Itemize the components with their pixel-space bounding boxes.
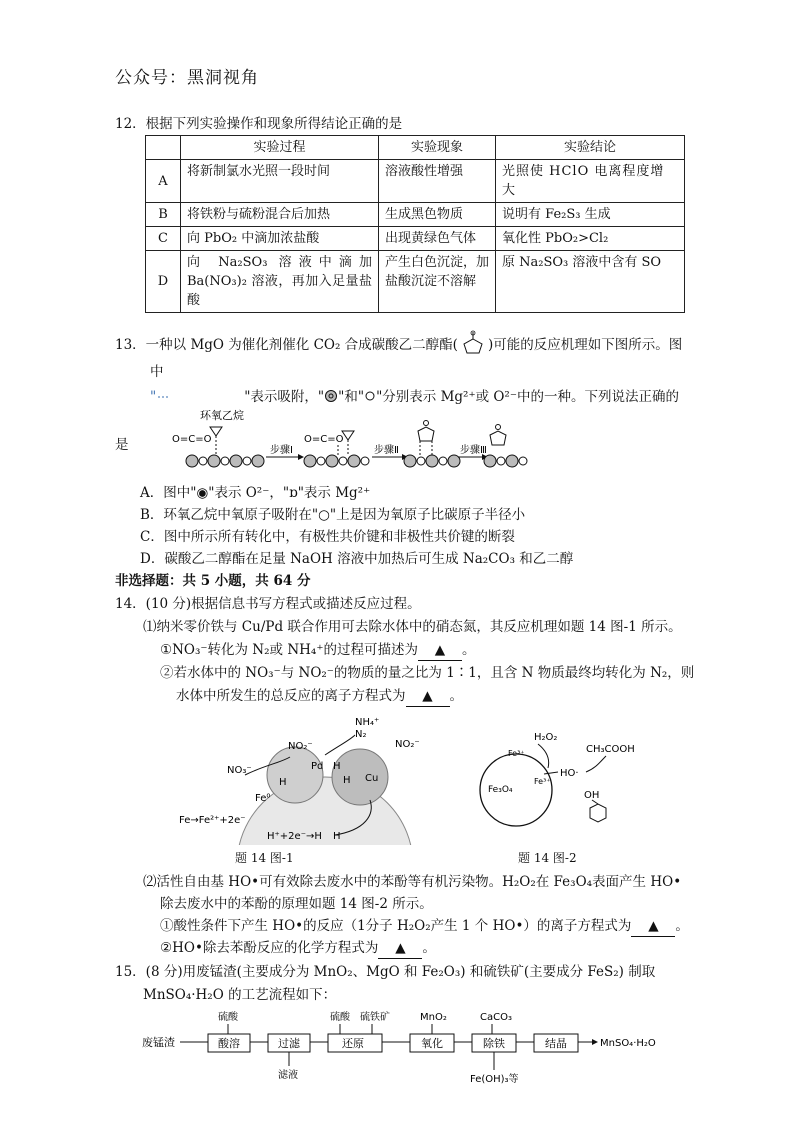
pd-particle [267, 747, 323, 803]
flow-reagent-acid2: 硫酸 [330, 1012, 350, 1023]
cu-particle [332, 749, 388, 805]
row-process: 将铁粉与硫粉混合后加热 [181, 203, 379, 227]
benzene-ring-icon [590, 804, 606, 822]
q13-line3 [150, 387, 679, 407]
table-row [146, 227, 685, 251]
q14-text: 。 [461, 642, 476, 658]
flow-step: 结晶 [545, 1037, 567, 1050]
q14-stem: 14．(10 分)根据信息书写方程式或描述反应过程。 [115, 596, 421, 612]
row-label: C [146, 227, 181, 251]
mgo-surface-3 [404, 455, 460, 467]
answer-blank: ▲ [406, 686, 450, 707]
flow-reagent-acid: 硫酸 [218, 1012, 238, 1023]
mgo-surface-4 [484, 455, 527, 467]
fig14-1-caption: 题 14 图-1 [235, 851, 294, 865]
step3-label: 步骤Ⅲ [460, 445, 487, 456]
fig14-1-diagram [175, 705, 435, 845]
adsorption-mark-icon [156, 391, 174, 401]
fig1-pd: Pd [311, 761, 324, 772]
q13-option-c: C．图中所示所有转化中，有极性共价键和非极性共价键的断裂 [140, 529, 515, 545]
epoxide-icon [210, 427, 222, 436]
mgo-surface-2 [304, 455, 369, 467]
q15-stem2: MnSO₄·H₂O 的工艺流程如下： [143, 987, 337, 1003]
fig1-cu: Cu [365, 773, 379, 784]
flow-input: 废锰渣 [142, 1036, 175, 1049]
q13-text: "分别表示 Mg²⁺或 O²⁻中的一种。下列说法正确的 [376, 389, 679, 405]
answer-blank: ▲ [418, 640, 462, 661]
flow-reagent-oxidize: MnO₂ [420, 1012, 447, 1023]
q14-text: 。 [422, 940, 436, 956]
table-header: 实验结论 [496, 136, 685, 160]
q14-p1b: ②若水体中的 NO₃⁻与 NO₂⁻的物质的量之比为 1∶1，且含 N 物质最终均转化为 N₂，则 [160, 665, 695, 681]
co2-label-1: O=C=O [172, 434, 212, 445]
answer-blank: ▲ [631, 916, 675, 937]
q13-option-d: D．碳酸乙二醇酯在足量 NaOH 溶液中加热后可生成 Na₂CO₃ 和乙二醇 [140, 551, 574, 567]
q14-text: 。 [449, 688, 463, 704]
row-phenomenon: 出现黄绿色气体 [379, 227, 496, 251]
answer-blank: ▲ [378, 938, 422, 959]
row-process: 向 PbO₂ 中滴加浓盐酸 [181, 227, 379, 251]
table-header: 实验现象 [379, 136, 496, 160]
table-header [146, 136, 181, 160]
table-header-row [146, 136, 685, 160]
q14-p1: ⑴纳米零价铁与 Cu/Pd 联合作用可去除水体中的硝态氮，其反应机理如题 14 图-1 所示。 [143, 619, 682, 635]
fig2-fe3-right: Fe³⁺ [534, 777, 551, 786]
step1-label: 步骤Ⅰ [270, 445, 293, 456]
fig1-fe-eq: Fe→Fe²⁺+2e⁻ [179, 815, 246, 826]
flow-reagent-ore: 硫铁矿 [360, 1012, 390, 1023]
q14-p2c [160, 916, 689, 937]
fig1-h1: H [333, 761, 341, 772]
q13-line2: 中 [150, 364, 164, 380]
q15-stem: 15．(8 分)用废锰渣(主要成分为 MnO₂、MgO 和 Fe₂O₃) 和硫铁矿(主要成分 FeS₂) 制取 [115, 964, 656, 980]
fig2-fe3o4: Fe₃O₄ [488, 785, 513, 795]
fig1-no2-top: NO₂⁻ [288, 741, 313, 752]
table-row [146, 203, 685, 227]
fig1-h4: H [333, 831, 341, 842]
flow-step: 还原 [342, 1037, 364, 1050]
q14-p1a [160, 640, 475, 661]
fig2-fe3-top: Fe³⁺ [508, 749, 525, 758]
q14-text: ①酸性条件下产生 HO•的反应（1分子 H₂O₂产生 1 个 HO•）的离子方程式为 [160, 918, 632, 934]
q14-p2d [160, 938, 436, 959]
q13-option-b: B．环氧乙烷中氧原子吸附在"○"上是因为氧原子比碳原子半径小 [140, 507, 526, 523]
q12-table [145, 135, 685, 313]
watermark: 公众号：黑洞视角 [115, 68, 259, 88]
flow-step: 氧化 [421, 1037, 443, 1050]
fig2-oh: OH [584, 790, 600, 801]
row-process: 向 Na₂SO₃ 溶液中滴加 Ba(NO₃)₂ 溶液，再加入足量盐酸 [181, 251, 379, 313]
fig1-h-eq: H⁺+2e⁻→H [267, 831, 322, 842]
q13-text: 13．一种以 MgO 为催化剂催化 CO₂ 合成碳酸乙二醇酯( [115, 337, 458, 353]
q12-stem: 12．根据下列实验操作和现象所得结论正确的是 [115, 116, 403, 132]
fig14-2-caption: 题 14 图-2 [518, 851, 577, 865]
fig1-no3: NO₃⁻ [227, 765, 252, 776]
row-conclusion: 说明有 Fe₂S₃ 生成 [496, 203, 685, 227]
q13-text: "和" [338, 389, 365, 405]
epoxide-label: 环氧乙烷 [200, 409, 244, 422]
fig2-h2o2: H₂O₂ [534, 732, 558, 743]
filled-circle-icon [324, 389, 338, 403]
fig1-nh4: NH₄⁺ [355, 717, 380, 728]
table-header: 实验过程 [181, 136, 379, 160]
q14-p2b: 除去废水中的苯酚的原理如题 14 图-2 所示。 [160, 896, 433, 912]
table-row [146, 160, 685, 203]
q14-p2: ⑵活性自由基 HO•可有效除去废水中的苯酚等有机污染物。H₂O₂在 Fe₃O₄表面产生 HO• [143, 874, 682, 890]
fig14-2-diagram [478, 728, 688, 840]
flow-waste-iron: Fe(OH)₃等 [470, 1074, 519, 1085]
q13-line1 [115, 330, 682, 356]
table-row [146, 251, 685, 313]
q14-text: 。 [675, 918, 689, 934]
co2-label-2: O=C=O [304, 434, 344, 445]
q13-option-a: A．图中"◉"表示 O²⁻，"ɒ"表示 Mg²⁺ [140, 485, 371, 501]
row-phenomenon: 生成黑色物质 [379, 203, 496, 227]
q15-flowchart [140, 1010, 680, 1088]
flow-step: 过滤 [278, 1037, 300, 1050]
q13-mechanism-diagram [170, 405, 530, 473]
mgo-surface-1 [186, 455, 264, 467]
q13-text: "表示吸附，" [244, 389, 325, 405]
fig2-ho: HO· [560, 768, 579, 779]
flow-waste-filter: 滤液 [278, 1070, 298, 1081]
q14-p1c [176, 686, 463, 707]
flow-output: MnSO₄·H₂O [600, 1038, 656, 1049]
fig1-h2: H [279, 777, 287, 788]
flow-reagent-iron: CaCO₃ [480, 1012, 512, 1023]
fig1-no2-right: NO₂⁻ [395, 739, 420, 750]
q13-text: " [150, 389, 157, 405]
row-phenomenon: 产生白色沉淀，加盐酸沉淀不溶解 [379, 251, 496, 313]
row-conclusion: 光照使 HClO 电离程度增大 [496, 160, 685, 203]
row-conclusion: 氧化性 PbO₂>Cl₂ [496, 227, 685, 251]
flow-step: 除铁 [483, 1037, 505, 1050]
row-label: A [146, 160, 181, 203]
fig2-ch3cooh: CH₃COOH [586, 744, 635, 755]
small-circle-icon [364, 390, 376, 402]
q14-text: ①NO₃⁻转化为 N₂或 NH₄⁺的过程可描述为 [160, 642, 418, 658]
step2-label: 步骤Ⅱ [374, 445, 399, 456]
row-phenomenon: 溶液酸性增强 [379, 160, 496, 203]
row-label: D [146, 251, 181, 313]
flow-step: 酸溶 [218, 1037, 240, 1050]
section-heading: 非选择题：共 5 小题，共 64 分 [115, 573, 311, 589]
q13-line4: 是 [115, 437, 129, 453]
ethylene-carbonate-icon [458, 330, 488, 356]
q13-text: )可能的反应机理如下图所示。图 [487, 337, 683, 353]
fig1-n2: N₂ [355, 729, 367, 740]
fig1-h3: H [343, 775, 351, 786]
q14-text: ②HO•除去苯酚反应的化学方程式为 [160, 940, 379, 956]
row-label: B [146, 203, 181, 227]
row-process: 将新制氯水光照一段时间 [181, 160, 379, 203]
fig1-fe0: Fe⁰ [255, 793, 271, 804]
row-conclusion: 原 Na₂SO₃ 溶液中含有 SO [496, 251, 685, 313]
q14-text: 水体中所发生的总反应的离子方程式为 [176, 688, 406, 704]
